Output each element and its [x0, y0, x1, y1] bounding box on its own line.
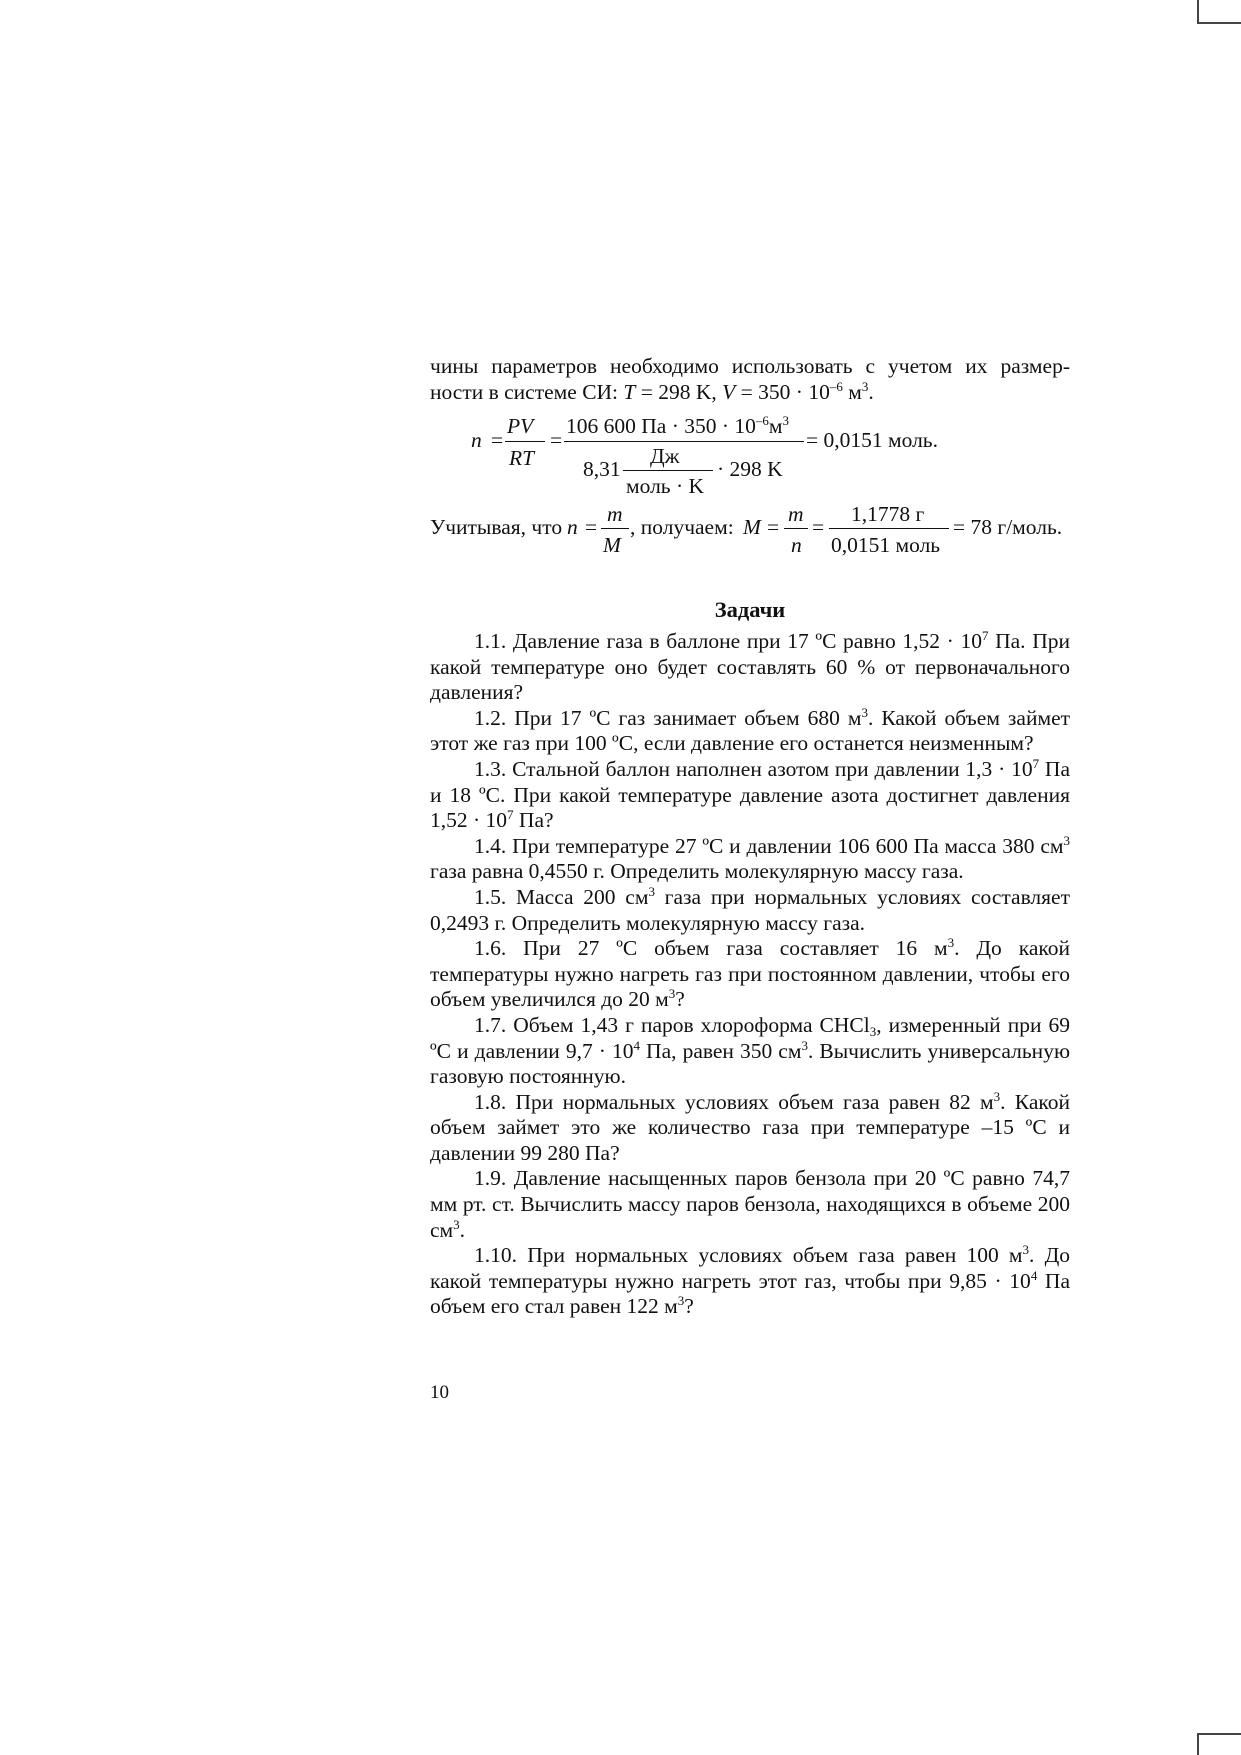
- formula2-M-lhs: M: [743, 515, 761, 539]
- section-heading-problems: Задачи: [714, 597, 786, 622]
- formula2-prefix: Учитывая, что: [430, 515, 563, 539]
- formula2-num-m2: m: [788, 502, 804, 526]
- problem-1-5: [430, 885, 1070, 936]
- formula1-eq-2: =: [550, 428, 563, 452]
- problem-1-10-exp-c: 3: [677, 1293, 685, 1309]
- formula1-numerator-unit: м: [768, 414, 783, 438]
- problem-1-8-exp: 3: [993, 1088, 1001, 1104]
- intro-line-2: [430, 380, 1070, 406]
- formula1-result: = 0,0151 моль.: [806, 428, 938, 452]
- formula2-den-moles: 0,0151 моль: [831, 533, 941, 557]
- formula2-num-mass: 1,1778 г: [851, 502, 925, 526]
- intro-text: [430, 354, 1070, 405]
- crop-mark-bottom-right-horizontal: [1197, 1733, 1241, 1735]
- volume-symbol: V: [722, 379, 736, 404]
- problem-1-5-text-b: газа при нормальных условиях составляет 0,2493 г. Определить молекулярную массу газа.: [430, 884, 1070, 935]
- formula2-eq-3: =: [812, 515, 825, 539]
- formula1-eq-1: =: [491, 428, 504, 452]
- formula1-numerator: [566, 414, 789, 438]
- formula2-frac-line-1: [601, 528, 629, 529]
- formula2-eq-2: =: [767, 515, 780, 539]
- problem-1-10-text-c: Па объем его стал равен 122 м: [430, 1268, 1070, 1319]
- formula2-middle: , получаем:: [630, 515, 734, 539]
- problem-1-3-text-b: Па и 18 ºС. При какой температуре давление азота достигнет давления 1,52 · 10: [430, 756, 1070, 833]
- problem-1-3-text-a: 1.3. Стальной баллон наполнен азотом при давлении 1,3 · 10: [474, 756, 1033, 781]
- problem-1-7-exp-b: 3: [801, 1037, 808, 1053]
- problem-1-10: [430, 1243, 1070, 1320]
- formula2-frac-line-2: [784, 528, 808, 529]
- problem-1-2: [430, 706, 1070, 757]
- problem-1-5-exp: 3: [648, 883, 655, 899]
- problem-1-10-text-b: . До какой температуры нужно нагреть этот газ, чтобы при 9,85 · 10: [430, 1243, 1070, 1293]
- problem-1-8-text-a: 1.8. При нормальных условиях объем газа равен 82 м: [474, 1089, 994, 1114]
- formula1-numerator-unit-exp: 3: [782, 413, 789, 428]
- formula2-num-m: m: [607, 502, 623, 526]
- problem-1-3-text-c: Па?: [513, 808, 554, 833]
- formula1-num-pv: PV: [507, 414, 534, 438]
- formula2-eq-1: =: [585, 515, 598, 539]
- problem-1-3: [430, 757, 1070, 834]
- problem-1-7: [430, 1013, 1070, 1090]
- problem-1-7-sub: 3: [869, 1023, 877, 1039]
- formula1-frac-line-1: [505, 441, 545, 442]
- problem-1-7-text-c: Па, равен 350 см: [640, 1038, 802, 1063]
- problem-1-2-exp: 3: [861, 704, 868, 720]
- formula1-den-tail: · 298 K: [717, 457, 783, 481]
- problem-1-6-exp-b: 3: [668, 986, 676, 1002]
- problem-1-1-text-a: 1.1. Давление газа в баллоне при 17 ºС равно 1,52 · 10: [474, 629, 982, 653]
- problem-1-4-text-b: газа равна 0,4550 г. Определить молекулярную массу газа.: [430, 859, 964, 884]
- problem-1-10-exp-b: 4: [1030, 1267, 1038, 1283]
- formula1-numerator-exp: –6: [755, 413, 769, 428]
- problem-1-6-text-b: . До какой температуры нужно нагреть газ при постоянном давлении, чтобы его объем увеличился до 20 м: [430, 936, 1070, 1012]
- volume-value: = 350 · 10: [735, 379, 830, 404]
- crop-mark-top-right-horizontal: [1197, 22, 1241, 24]
- problem-1-2-text-a: 1.2. При 17 ºС газ занимает объем 680 м: [474, 705, 862, 730]
- problem-1-3-exp-a: 7: [1032, 755, 1040, 771]
- problem-1-8: [430, 1090, 1070, 1167]
- problem-1-10-exp-a: 3: [1022, 1242, 1030, 1258]
- problem-1-1: [430, 629, 1070, 706]
- intro-line-2-end: .: [868, 379, 874, 404]
- formula2-den-n: n: [791, 533, 802, 557]
- temperature-value: = 298 K,: [635, 379, 723, 404]
- problem-1-4: [430, 834, 1070, 885]
- crop-mark-top-right-vertical: [1197, 0, 1199, 22]
- formula2-result: = 78 г/моль.: [953, 515, 1063, 539]
- formula2-den-M: M: [603, 533, 621, 557]
- problem-1-7-text-a: 1.7. Объем 1,43 г паров хлороформа CHCl: [474, 1012, 870, 1037]
- problem-1-5-text-a: 1.5. Масса 200 см: [474, 884, 649, 909]
- problem-1-1-text-b: Па. При какой температуре оно будет составлять 60 % от первоначального давления?: [430, 629, 1070, 705]
- problem-1-6: [430, 936, 1070, 1013]
- volume-exponent: –6: [829, 378, 843, 394]
- formula1-numerator-text: 106 600 Па · 350 · 10: [566, 414, 756, 438]
- problem-1-9-text-b: .: [459, 1217, 466, 1242]
- problem-1-10-text-a: 1.10. При нормальных условиях объем газа равен 100 м: [474, 1243, 1023, 1268]
- formula1-den-coef: 8,31: [583, 457, 621, 481]
- problem-1-8-text-b: . Какой объем займет это же количество газа при температуре –15 ºС и давлении 99 280 Па?: [430, 1089, 1070, 1165]
- crop-mark-bottom-right-vertical: [1197, 1733, 1199, 1755]
- problem-1-4-exp: 3: [1063, 832, 1070, 848]
- formula1-den-rt: RT: [509, 446, 535, 470]
- volume-unit-exponent: 3: [861, 378, 869, 394]
- formula1-den-frac-den: моль · K: [626, 474, 705, 498]
- problem-1-3-exp-b: 7: [507, 807, 514, 823]
- problem-1-1-exp: 7: [981, 628, 989, 643]
- problem-1-6-text-a: 1.6. При 27 ºС объем газа составляет 16 м: [474, 936, 948, 961]
- intro-line-2-prefix: ности в системе СИ:: [430, 379, 624, 404]
- formula1-lhs-n: n: [471, 428, 482, 452]
- formula1-frac-line-2: [564, 441, 804, 442]
- problem-1-7-text-d: . Вычислить универсальную газовую постоянную.: [430, 1038, 1070, 1089]
- problem-1-7-exp-a: 4: [633, 1037, 640, 1053]
- problem-1-10-text-d: ?: [684, 1294, 694, 1319]
- problem-1-2-text-b: . Какой объем займет этот же газ при 100 ºС, если давление его останется неизменным?: [430, 705, 1071, 756]
- problem-1-4-text-a: 1.4. При температуре 27 ºС и давлении 106 600 Па масса 380 см: [474, 833, 1064, 858]
- problem-1-6-exp-a: 3: [947, 935, 955, 951]
- problem-1-7-text-b: , измеренный при 69 ºС и давлении 9,7 · 10: [430, 1012, 1070, 1063]
- volume-unit: м: [842, 379, 862, 404]
- problem-1-9-exp: 3: [453, 1216, 460, 1232]
- page-number: 10: [430, 1382, 449, 1403]
- problem-1-9-text-a: 1.9. Давление насыщенных паров бензола при 20 ºС равно 74,7 мм рт. ст. Вычислить массу паров бензола, находящихся в объеме 200 см: [430, 1166, 1070, 1242]
- formula2-frac-line-3: [829, 528, 949, 529]
- formula1-den-frac-line: [623, 470, 713, 471]
- intro-line-1: чины параметров необходимо использовать с учетом их размер-: [430, 354, 1070, 378]
- temperature-symbol: T: [623, 379, 636, 404]
- problems-list: [430, 629, 1070, 1320]
- formula1-den-frac-num: Дж: [650, 444, 680, 468]
- formula2-n: n: [567, 515, 578, 539]
- problem-1-9: [430, 1166, 1070, 1243]
- problem-1-6-text-c: ?: [675, 987, 685, 1012]
